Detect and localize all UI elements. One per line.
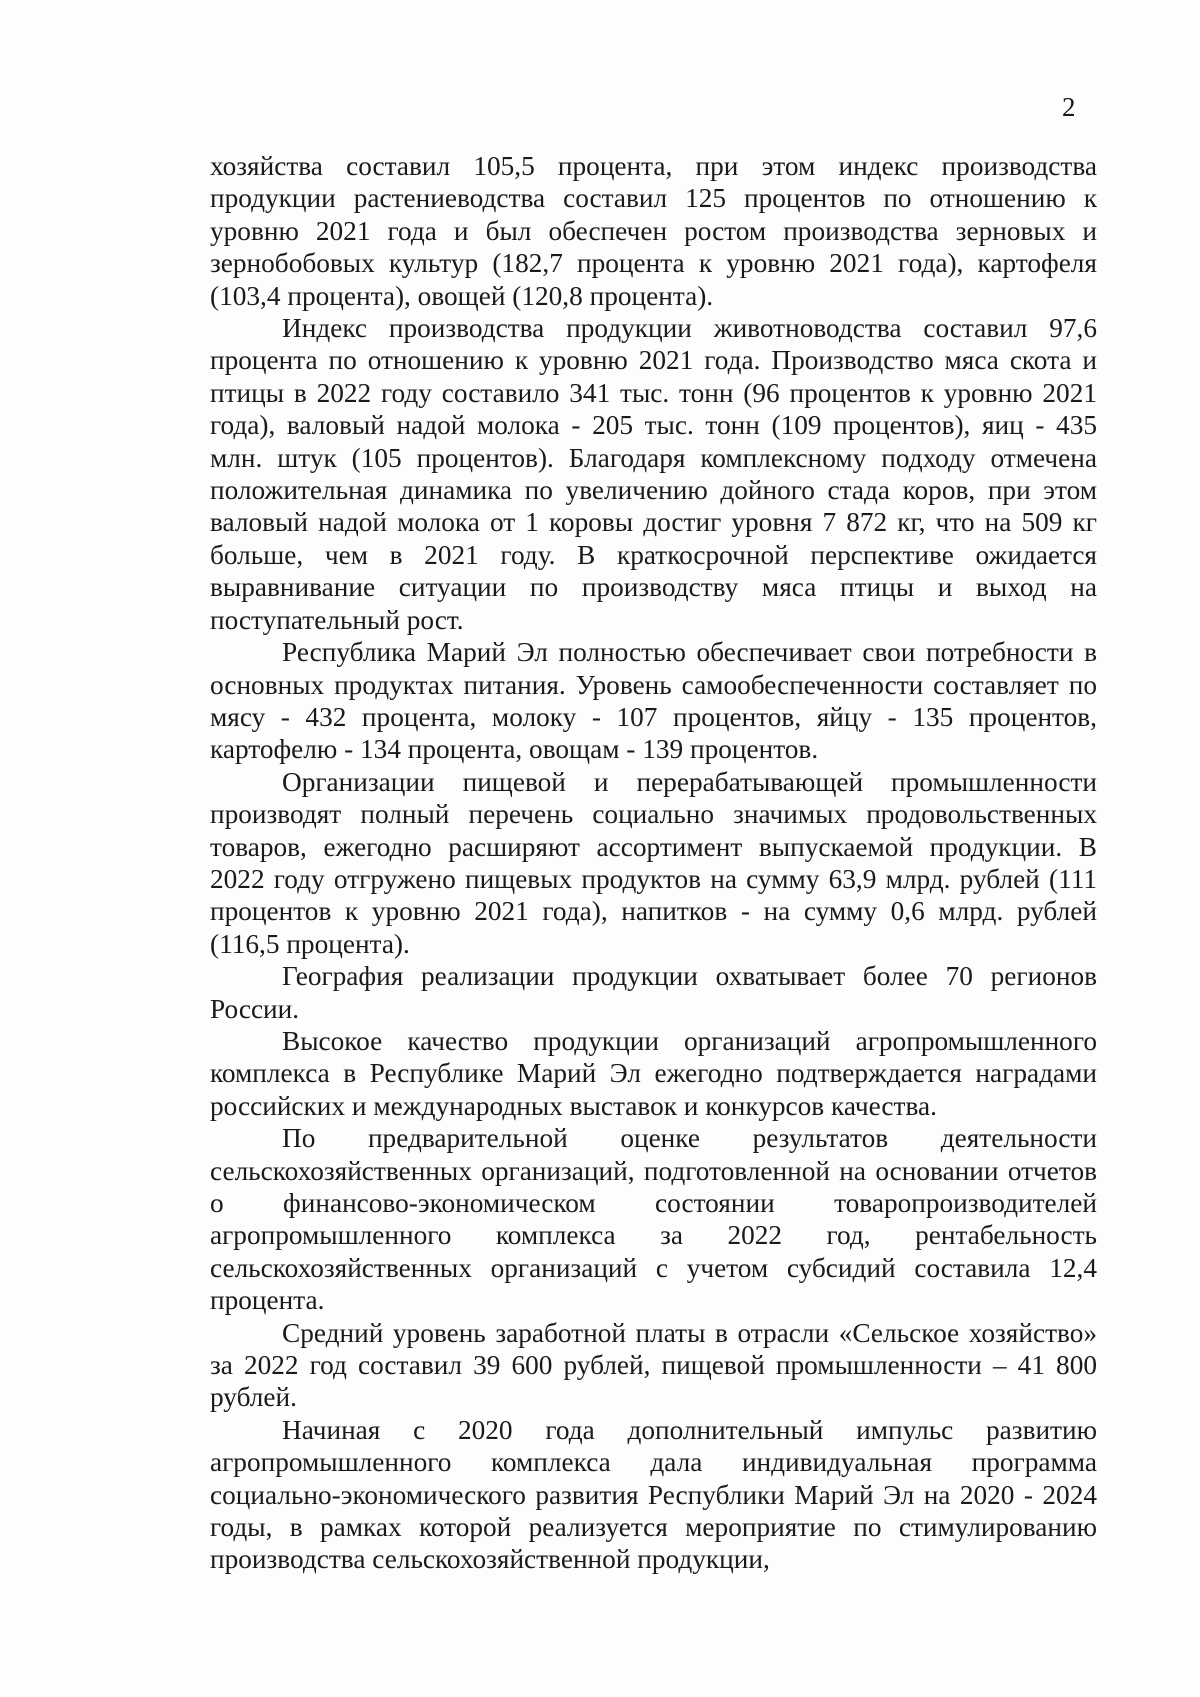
document-body <box>210 150 1097 1576</box>
paragraph: хозяйства составил 105,5 процента, при этом индекс производства продукции растениеводства составил 125 процентов по отношению к уровню 2021 года и был обеспечен ростом производства зерновых и зернобобовых культур (182,7 процента к уровню 2021 года), картофеля (103,4 процента), овощей (120,8 процента). <box>210 151 1097 311</box>
paragraph: Республика Марий Эл полностью обеспечивает свои потребности в основных продуктах питания. Уровень самообеспеченности составляет по мясу - 432 процента, молоку - 107 процентов, яйцу - 135 процентов, картофелю - 134 процента, овощам - 139 процентов. <box>210 637 1097 765</box>
paragraph: Организации пищевой и перерабатывающей промышленности производят полный перечень социально значимых продовольственных товаров, ежегодно расширяют ассортимент выпускаемой продукции. В 2022 году отгружено пищевых продуктов на сумму 63,9 млрд. рублей (111 процентов к уровню 2021 года), напитков - на сумму 0,6 млрд. рублей (116,5 процента). <box>210 766 1097 959</box>
paragraph: Средний уровень заработной платы в отрасли «Сельское хозяйство» за 2022 год составил 39 600 рублей, пищевой промышленности – 41 800 рублей. <box>210 1317 1097 1413</box>
paragraph: Начиная с 2020 года дополнительный импульс развитию агропромышленного комплекса дала индивидуальная программа социально-экономического развития Республики Марий Эл на 2020 - 2024 годы, в рамках которой реализуется мероприятие по стимулированию производства сельскохозяйственной продукции, <box>210 1414 1097 1575</box>
paragraph: География реализации продукции охватывает более 70 регионов России. <box>210 961 1097 1024</box>
paragraph: Индекс производства продукции животноводства составил 97,6 процента по отношению к уровню 2021 года. Производство мяса скота и птицы в 2022 году составило 341 тыс. тонн (96 процентов к уровню 2021 года), валовый надой молока - 205 тыс. тонн (109 процентов), яиц - 435 млн. штук (105 процентов). Благодаря комплексному подходу отмечена положительная динамика по увеличению дойного стада коров, при этом валовый надой молока от 1 коровы достиг уровня 7 872 кг, что на 509 кг больше, чем в 2021 году. В краткосрочной перспективе ожидается выравнивание ситуации по производству мяса птицы и выход на поступательный рост. <box>210 313 1097 635</box>
paragraph: По предварительной оценке результатов деятельности сельскохозяйственных организаций, подготовленной на основании отчетов о финансово-экономическом состоянии товаропроизводителей агропромышленного комплекса за 2022 год, рентабельность сельскохозяйственных организаций с учетом субсидий составила 12,4 процента. <box>210 1123 1097 1316</box>
paragraph: Высокое качество продукции организаций агропромышленного комплекса в Республике Марий Эл ежегодно подтверждается наградами российских и международных выставок и конкурсов качества. <box>210 1025 1097 1121</box>
page-number: 2 <box>1062 92 1076 122</box>
